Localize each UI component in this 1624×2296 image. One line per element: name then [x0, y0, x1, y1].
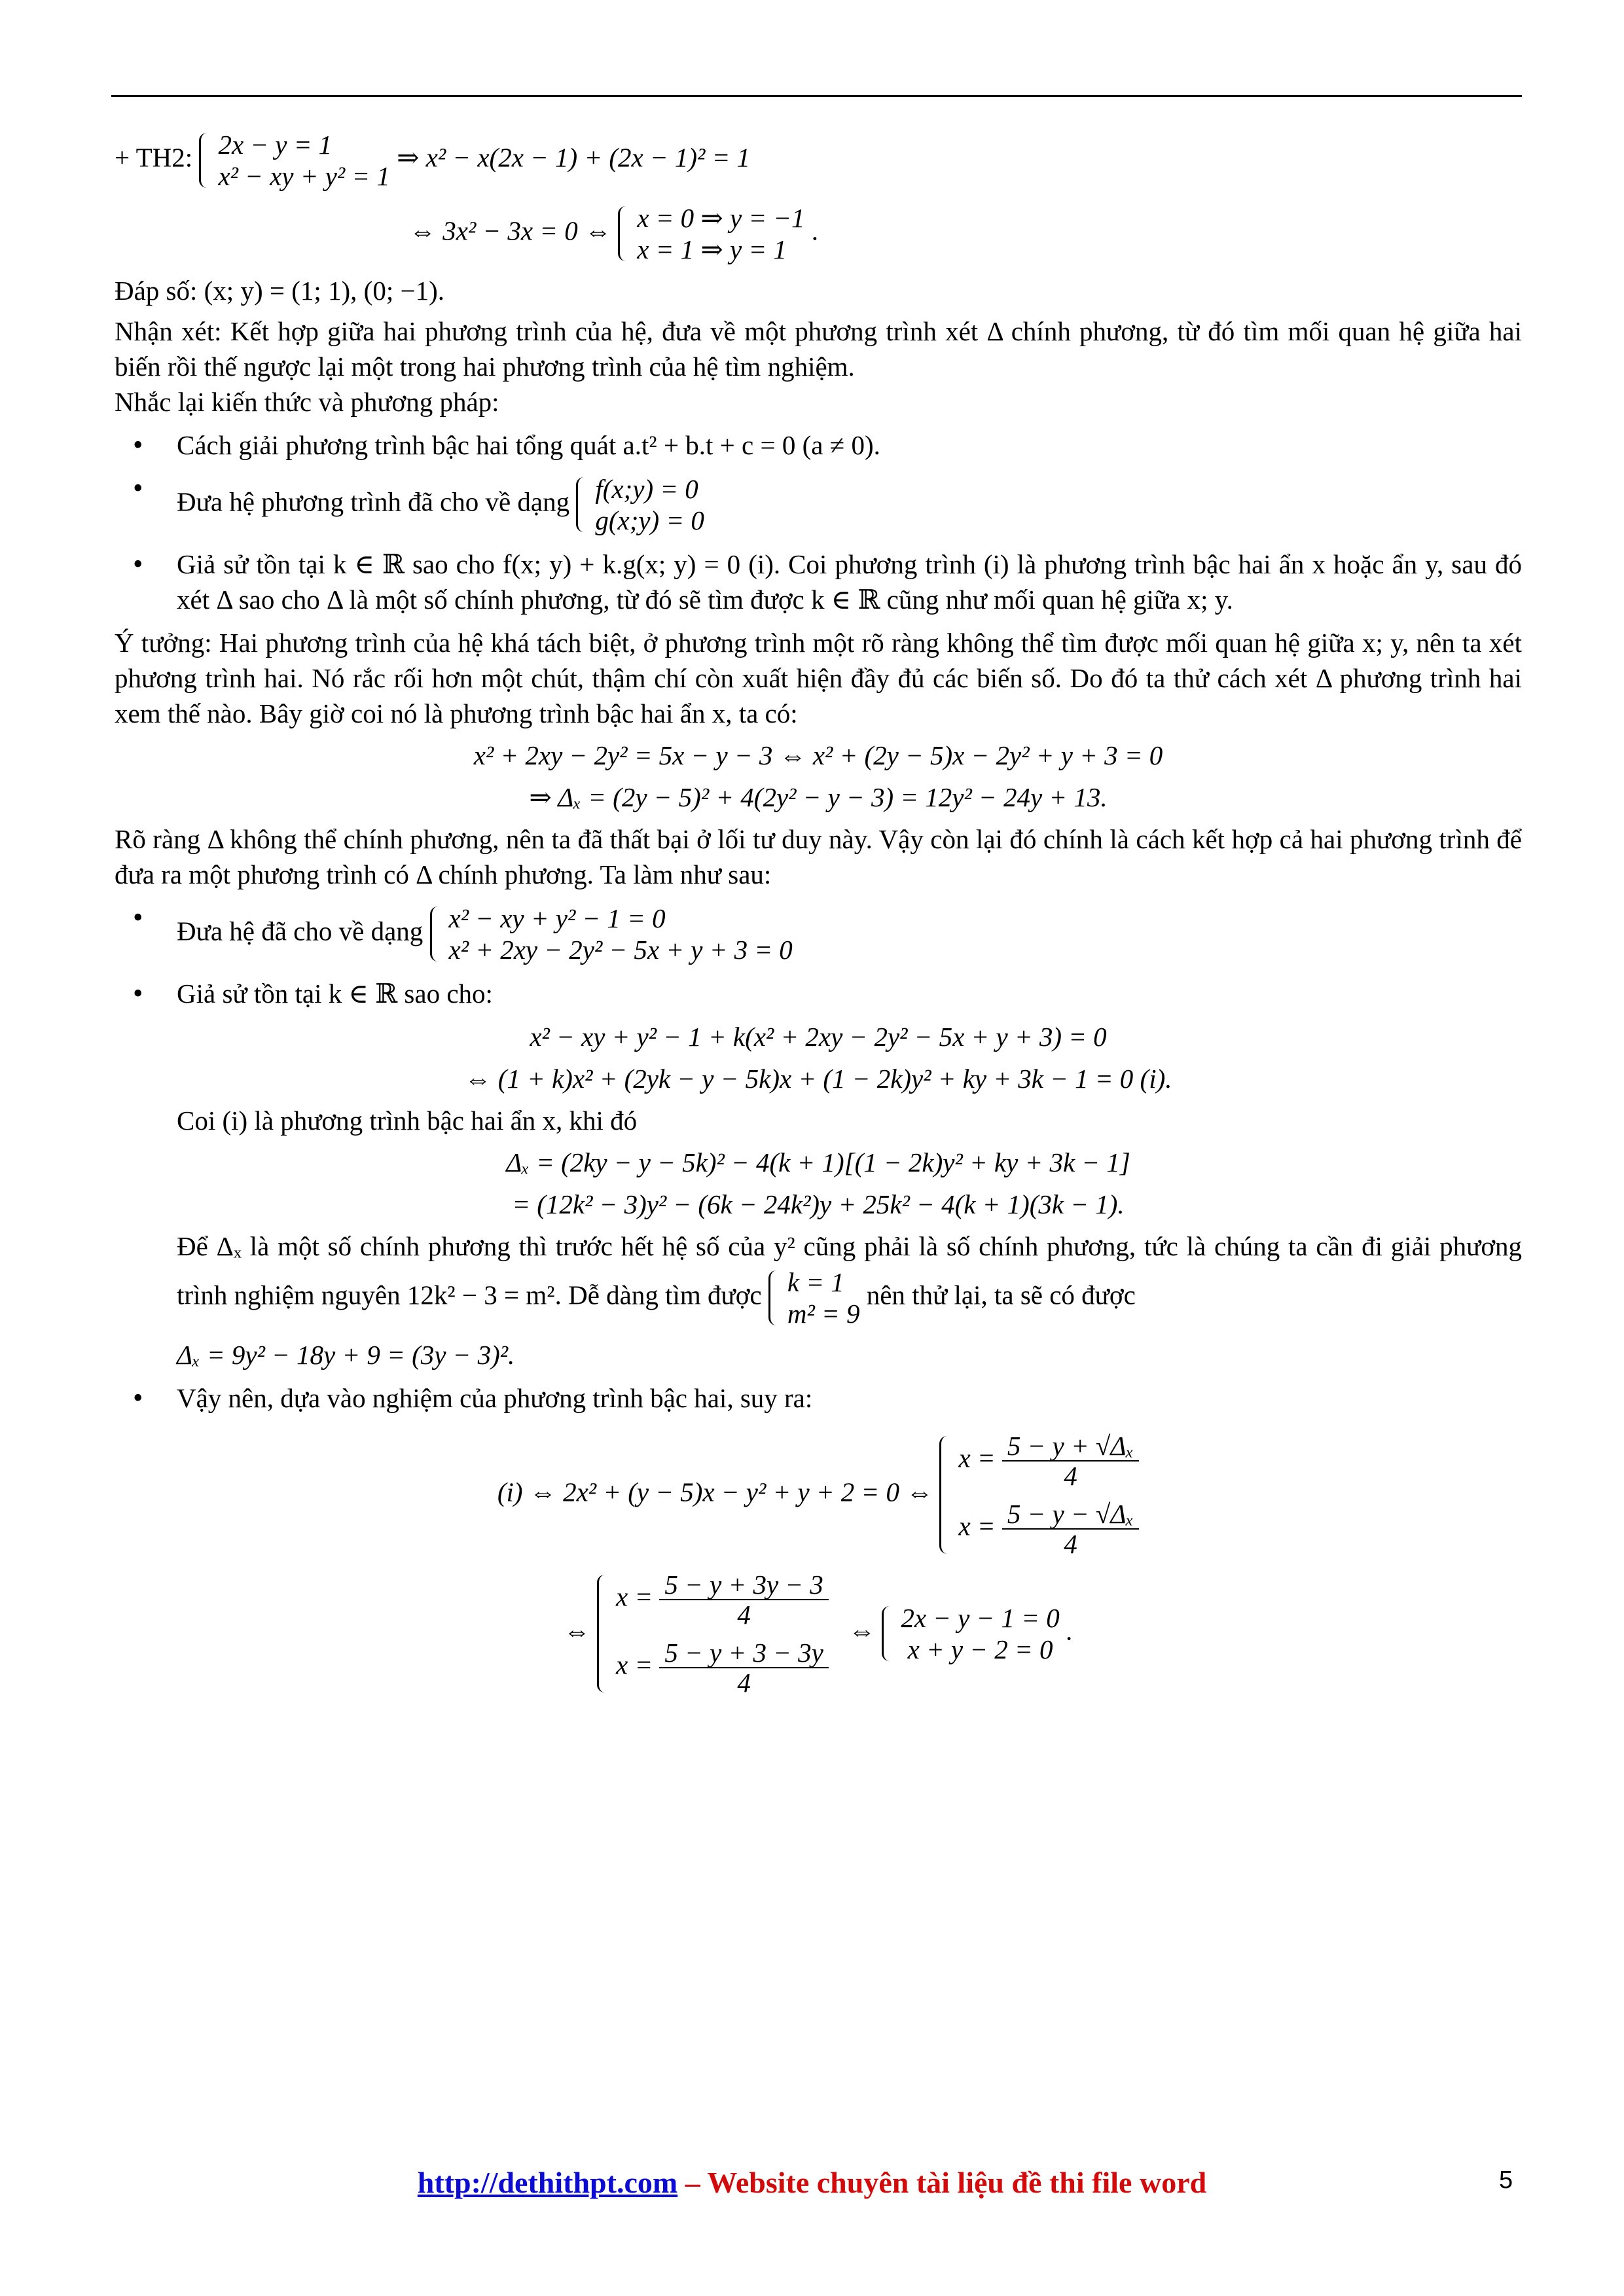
equation-1: x² + 2xy − 2y² = 5x − y − 3 ⇔ x² + (2y − 5)x − 2y² + y + 3 = 0 [473, 740, 1163, 770]
th2-step2-line: ⇔ 3x² − 3x = 0 ⇔ x = 0 ⇒ y = −1 x = 1 ⇒ y = 1 . [409, 203, 819, 264]
de-result: Δₓ = 9y² − 18y + 9 = (3y − 3)². [177, 1340, 515, 1370]
equation-2: ⇒ Δₓ = (2y − 5)² + 4(2y² − y − 3) = 12y² − 24y + 13. [529, 782, 1108, 812]
steps-list-2 [115, 1380, 1522, 1416]
th2-case: x = 1 ⇒ y = 1 [637, 234, 787, 264]
root-fraction-3 [659, 1570, 828, 1629]
page-content [115, 121, 1522, 1700]
idea-paragraph: Ý tưởng: Hai phương trình của hệ khá tách biệt, ở phương trình một rõ ràng không thể tìm được mối quan hệ giữa x; y, nên ta xét phương trình hai. Nó rắc rối hơn một chút, thậm chí còn xuất hiện đầy đủ các biến số. Do đó ta thử cách xét Δ phương trình hai xem thế nào. Bây giờ coi nó là phương trình bậc hai ẩn x, ta có: [115, 628, 1522, 728]
fraction-denominator: 4 [737, 1600, 751, 1630]
th2-implies: ⇒ x² − x(2x − 1) + (2x − 1)² = 1 [397, 142, 751, 173]
root-lhs: x = [616, 1649, 653, 1680]
root-lhs: x = [616, 1581, 653, 1612]
list-item [115, 1380, 1522, 1416]
recall-system-row: g(x;y) = 0 [595, 505, 704, 535]
de-paragraph [115, 1229, 1522, 1332]
list-item [115, 900, 1522, 968]
fraction-numerator: 5 − y − √Δₓ [1002, 1499, 1139, 1530]
fraction-denominator: 4 [737, 1668, 751, 1698]
left-bracket-icon [882, 1606, 895, 1661]
final-line [115, 1568, 1522, 1700]
left-bracket-icon [597, 1575, 611, 1693]
root-fraction-1 [1002, 1431, 1139, 1490]
delta-line-2: = (12k² − 3)y² − (6k − 24k²)y + 25k² − 4(k + 1)(3k − 1). [512, 1189, 1125, 1219]
fail-paragraph: Rõ ràng Δ không thể chính phương, nên ta đã thất bại ở lối tư duy này. Vậy còn lại đó chính là cách kết hợp cả hai phương trình để đưa ra một phương trình có Δ chính phương. Ta làm như sau: [115, 824, 1522, 889]
root-fraction-2 [1002, 1499, 1139, 1558]
th2-system [199, 129, 389, 192]
th2-label: + TH2: [115, 142, 193, 173]
footer [0, 2165, 1624, 2200]
th2-line [115, 126, 1522, 194]
recall-item-2: Đưa hệ phương trình đã cho về dạng [177, 486, 570, 517]
recall-item-3: Giả sử tồn tại k ∈ ℝ sao cho f(x; y) + k.g(x; y) = 0 (i). Coi phương trình (i) là phương trình bậc hai ẩn x hoặc ẩn y, sau đó xét Δ sao cho Δ là một số chính phương, từ đó sẽ tìm được k ∈ ℝ cũng như mối quan hệ giữa x; y. [177, 549, 1522, 615]
recall-item-1: Cách giải phương trình bậc hai tổng quát a.t² + b.t + c = 0 (a ≠ 0). [177, 430, 880, 460]
de-text-a: Để Δₓ là một số chính phương thì trước hết hệ số của y² cũng phải là số chính phương, tức là chúng ta cần đi giải phương trình nghiệm nguyên 12k² − 3 = m². Dễ dàng tìm được [177, 1231, 1522, 1310]
step-2-equation-2: ⇔ (1 + k)x² + (2yk − y − 5k)x + (1 − 2k)y² + ky + 3k − 1 = 0 (i). [464, 1064, 1172, 1094]
remark: Nhận xét: Kết hợp giữa hai phương trình của hệ, đưa về một phương trình xét Δ chính phương, từ đó tìm mối quan hệ giữa hai biến rồi thế ngược lại một trong hai phương trình của hệ tìm nghiệm. [115, 316, 1522, 382]
coi-text: Coi (i) là phương trình bậc hai ẩn x, khi đó [177, 1105, 638, 1136]
final-dot: . [1066, 1615, 1074, 1646]
roots-line [115, 1429, 1522, 1561]
th2-system-row: x² − xy + y² = 1 [218, 161, 390, 191]
delta-line-1: Δₓ = (2ky − y − 5k)² − 4(k + 1)[(1 − 2k)y² + ky + 3k − 1] [506, 1147, 1130, 1177]
root-lhs: x = [958, 1511, 996, 1541]
list-item [115, 547, 1522, 617]
fraction-numerator: 5 − y + 3 − 3y [659, 1638, 828, 1668]
de-system [768, 1266, 860, 1329]
list-item [115, 976, 1522, 1011]
th2-system-row: 2x − y = 1 [218, 130, 333, 160]
step-3-text: Vậy nên, dựa vào nghiệm của phương trình bậc hai, suy ra: [177, 1383, 813, 1413]
step-1-text: Đưa hệ đã cho về dạng [177, 916, 424, 946]
footer-tagline: – Website chuyên tài liệu đề thi file word [677, 2166, 1207, 2199]
root-lhs: x = [958, 1443, 996, 1473]
left-brace-icon [430, 906, 444, 961]
left-bracket-icon [618, 206, 632, 261]
th2-case: x = 0 ⇒ y = −1 [637, 203, 805, 233]
step-2-text: Giả sử tồn tại k ∈ ℝ sao cho: [177, 978, 493, 1009]
recall-system [576, 473, 704, 536]
left-bracket-icon [939, 1436, 953, 1554]
step-1-system-row: x² − xy + y² − 1 = 0 [448, 903, 666, 933]
equiv-symbol: ⇔ [563, 1615, 590, 1646]
step-1-system [430, 903, 793, 965]
list-item [115, 427, 1522, 463]
left-brace-icon [768, 1270, 782, 1325]
roots-equation: (i) ⇔ 2x² + (y − 5)x − y² + y + 2 = 0 ⇔ [497, 1477, 933, 1507]
final-case: 2x − y − 1 = 0 [901, 1603, 1060, 1633]
steps-list [115, 900, 1522, 1011]
recall-system-row: f(x;y) = 0 [595, 474, 698, 504]
page-number: 5 [1499, 2166, 1513, 2194]
de-system-row: k = 1 [787, 1267, 844, 1297]
fraction-numerator: 5 − y + 3y − 3 [659, 1570, 828, 1600]
header-rule [111, 95, 1522, 97]
answer: Đáp số: (x; y) = (1; 1), (0; −1). [115, 276, 444, 306]
fraction-denominator: 4 [1064, 1529, 1077, 1559]
recall-heading: Nhắc lại kiến thức và phương pháp: [115, 387, 499, 417]
left-brace-icon [576, 477, 590, 532]
roots-cases [939, 1431, 1139, 1558]
footer-link[interactable]: http://dethithpt.com [417, 2166, 678, 2199]
equiv-symbol: ⇔ [848, 1615, 876, 1646]
left-brace-icon [199, 133, 213, 188]
final-cases [882, 1602, 1059, 1665]
final-roots [597, 1570, 829, 1697]
final-case: x + y − 2 = 0 [907, 1634, 1053, 1664]
th2-cases [618, 202, 804, 265]
step-1-system-row: x² + 2xy − 2y² − 5x + y + 3 = 0 [448, 935, 793, 965]
recall-list [115, 427, 1522, 617]
fraction-denominator: 4 [1064, 1461, 1077, 1491]
de-system-row: m² = 9 [787, 1299, 860, 1329]
root-fraction-4 [659, 1638, 828, 1697]
step-2-equation-1: x² − xy + y² − 1 + k(x² + 2xy − 2y² − 5x + y + 3) = 0 [530, 1022, 1107, 1052]
list-item [115, 471, 1522, 539]
th2-step2: ⇔ 3x² − 3x = 0 ⇔ [409, 215, 612, 246]
fraction-numerator: 5 − y + √Δₓ [1002, 1431, 1139, 1462]
de-text-b: nên thử lại, ta sẽ có được [866, 1280, 1136, 1310]
